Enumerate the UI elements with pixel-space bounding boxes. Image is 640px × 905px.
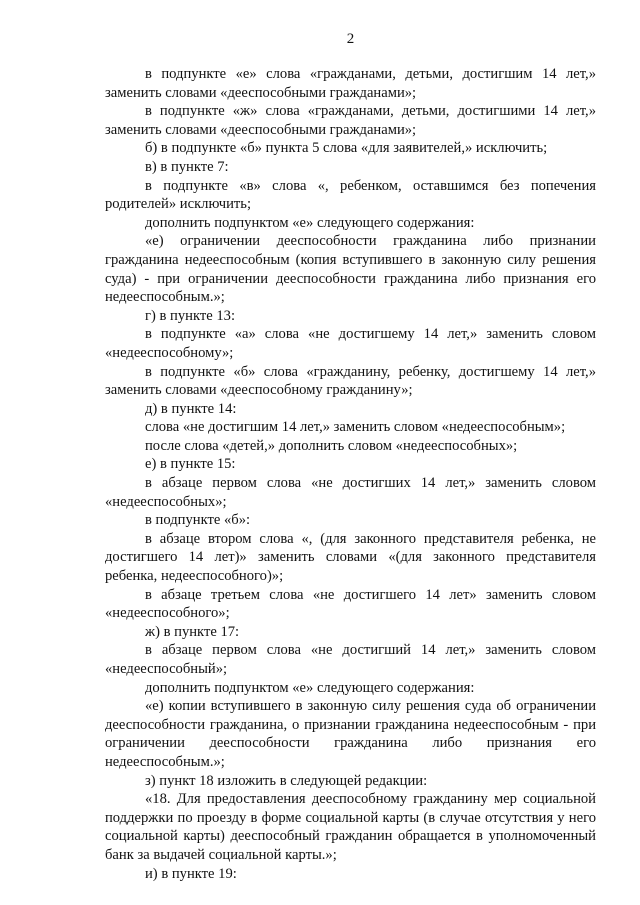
paragraph: после слова «детей,» дополнить словом «недееспособных»; (145, 437, 518, 454)
paragraph: г) в пункте 13: (145, 307, 235, 324)
paragraph: в подпункте «в» слова «, ребенком, оставшимся без попечения родителей» исключить; (105, 177, 596, 213)
paragraph: в подпункте «а» слова «не достигшему 14 лет,» заменить словом «недееспособному»; (105, 326, 596, 361)
paragraph: «18. Для предоставления дееспособному гражданину мер социальной поддержки по проезду в форме социальной карты (в случае отсутствия у него социальной карты) дееспособный гражданин обращается в уполномоченный банк за выдачей социальной карты.»; (105, 791, 596, 863)
paragraph: в абзаце втором слова «, (для законного представителя ребенка, не достигшего 14 лет)» заменить словами «(для законного представителя ребенка, недееспособного)»; (105, 530, 596, 585)
paragraph: в абзаце первом слова «не достигший 14 лет,» заменить словом «недееспособный»; (105, 642, 596, 677)
document-body (105, 65, 596, 883)
paragraph: в подпункте «е» слова «гражданами, детьми, достигшим 14 лет,» заменить словами «дееспособными гражданами»; (105, 66, 596, 101)
paragraph: з) пункт 18 изложить в следующей редакции: (145, 772, 428, 789)
paragraph: «е) копии вступившего в законную силу решения суда об ограничении дееспособности гражданина, о признании гражданина недееспособным - при ограничении дееспособности гражданина либо признания его недееспособным.»; (105, 698, 596, 770)
paragraph: и) в пункте 19: (145, 865, 237, 882)
paragraph: б) в подпункте «б» пункта 5 слова «для заявителей,» исключить; (145, 140, 548, 157)
paragraph: е) в пункте 15: (145, 456, 236, 473)
paragraph: в подпункте «б» слова «гражданину, ребенку, достигшему 14 лет,» заменить словами «дееспособному гражданину»; (105, 363, 596, 399)
paragraph: в абзаце первом слова «не достигших 14 лет,» заменить словом «недееспособных»; (105, 475, 596, 510)
paragraph: в подпункте «ж» слова «гражданами, детьми, достигшими 14 лет,» заменить словами «дееспособными гражданами»; (105, 103, 596, 138)
paragraph: в подпункте «б»: (145, 512, 251, 529)
paragraph: дополнить подпунктом «е» следующего содержания: (145, 679, 475, 696)
paragraph: в) в пункте 7: (145, 158, 229, 175)
paragraph: д) в пункте 14: (145, 400, 237, 417)
paragraph: в абзаце третьем слова «не достигшего 14 лет» заменить словом «недееспособного»; (105, 586, 596, 622)
page-number: 2 (346, 31, 355, 47)
paragraph: «е) ограничении дееспособности гражданина либо признании гражданина недееспособным (копия вступившего в законную силу решения суда) - при ограничении дееспособности гражданина либо признания его недееспособным.»; (105, 233, 596, 306)
paragraph: дополнить подпунктом «е» следующего содержания: (145, 214, 475, 231)
paragraph: слова «не достигшим 14 лет,» заменить словом «недееспособным»; (145, 419, 566, 436)
paragraph: ж) в пункте 17: (145, 623, 240, 640)
